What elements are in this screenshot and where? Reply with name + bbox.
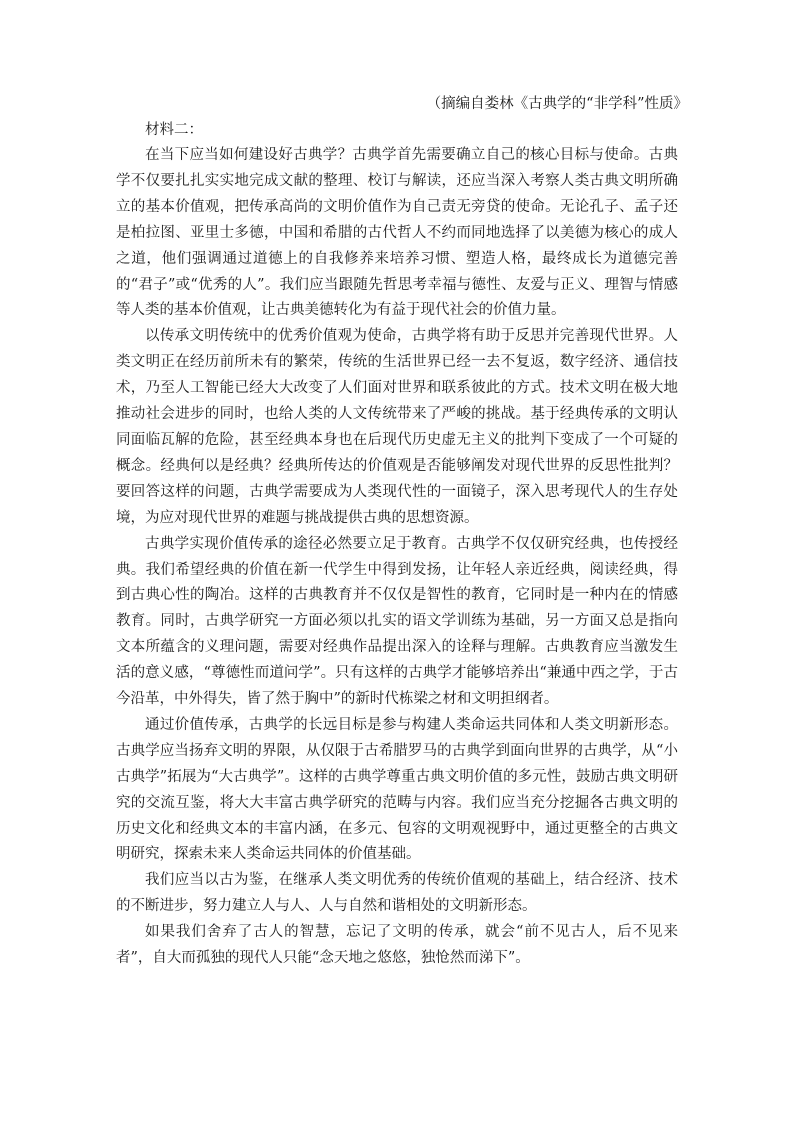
paragraph-3: 古典学实现价值传承的途径必然要立足于教育。古典学不仅仅研究经典，也传授经典。我们希望经典的价值在新一代学生中得到发扬，让年轻人亲近经典，阅读经典，得到古典心性的陶冶。这样的古典教育并不仅仅是智性的教育，它同时是一种内在的情感教育。同时，古典学研究一方面必须以扎实的语文学训练为基础，另一方面又总是指向文本所蕴含的义理问题，需要对经典作品提出深入的诠释与理解。古典教育应当激发生活的意义感，“尊德性而道问学”。只有这样的古典学才能够培养出“兼通中西之学，于古今沿革，中外得失，皆了然于胸中”的新时代栋梁之材和文明担纲者。 — [116, 535, 678, 708]
paragraph-4: 通过价值传承，古典学的长远目标是参与构建人类命运共同体和人类文明新形态。古典学应当扬弃文明的界限，从仅限于古希腊罗马的古典学到面向世界的古典学，从“小古典学”拓展为“大古典学”。这样的古典学尊重古典文明价值的多元性，鼓励古典文明研究的交流互鉴，将大大丰富古典学研究的范畴与内容。我们应当充分挖掘各古典文明的历史文化和经典文本的丰富内涵，在多元、包容的文明观视野中，通过更整全的古典文明研究，探索未来人类命运共同体的价值基础。 — [116, 716, 678, 863]
source-citation: （摘编自娄林《古典学的“非学科”性质》 — [426, 96, 688, 112]
section-heading: 材料二： — [145, 122, 203, 138]
paragraph-6: 如果我们舍弃了古人的智慧，忘记了文明的传承，就会“前不见古人，后不见来者”，自大而孤独的现代人只能“念天地之悠悠，独怆然而涕下”。 — [116, 924, 678, 967]
paragraph-2: 以传承文明传统中的优秀价值观为使命，古典学将有助于反思并完善现代世界。人类文明正在经历前所未有的繁荣，传统的生活世界已经一去不复返，数字经济、通信技术，乃至人工智能已经大大改变了人们面对世界和联系彼此的方式。技术文明在极大地推动社会进步的同时，也给人类的人文传统带来了严峻的挑战。基于经典传承的文明认同面临瓦解的危险，甚至经典本身也在后现代历史虚无主义的批判下变成了一个可疑的概念。经典何以是经典？经典所传达的价值观是否能够阐发对现代世界的反思性批判？要回答这样的问题，古典学需要成为人类现代性的一面镜子，深入思考现代人的生存处境，为应对现代世界的难题与挑战提供古典的思想资源。 — [116, 328, 678, 526]
paragraph-5: 我们应当以古为鉴，在继承人类文明优秀的传统价值观的基础上，结合经济、技术的不断进步，努力建立人与人、人与自然和谐相处的文明新形态。 — [116, 872, 678, 915]
document-page — [116, 92, 688, 972]
paragraph-1: 在当下应当如何建设好古典学？古典学首先需要确立自己的核心目标与使命。古典学不仅要扎扎实实地完成文献的整理、校订与解读，还应当深入考察人类古典文明所确立的基本价值观，把传承高尚的文明价值作为自己责无旁贷的使命。无论孔子、孟子还是柏拉图、亚里士多德，中国和希腊的古代哲人不约而同地选择了以美德为核心的成人之道，他们强调通过道德上的自我修养来培养习惯、塑造人格，最终成长为道德完善的“君子”或“优秀的人”。我们应当跟随先哲思考幸福与德性、友爱与正义、理智与情感等人类的基本价值观，让古典美德转化为有益于现代社会的价值力量。 — [116, 147, 678, 319]
